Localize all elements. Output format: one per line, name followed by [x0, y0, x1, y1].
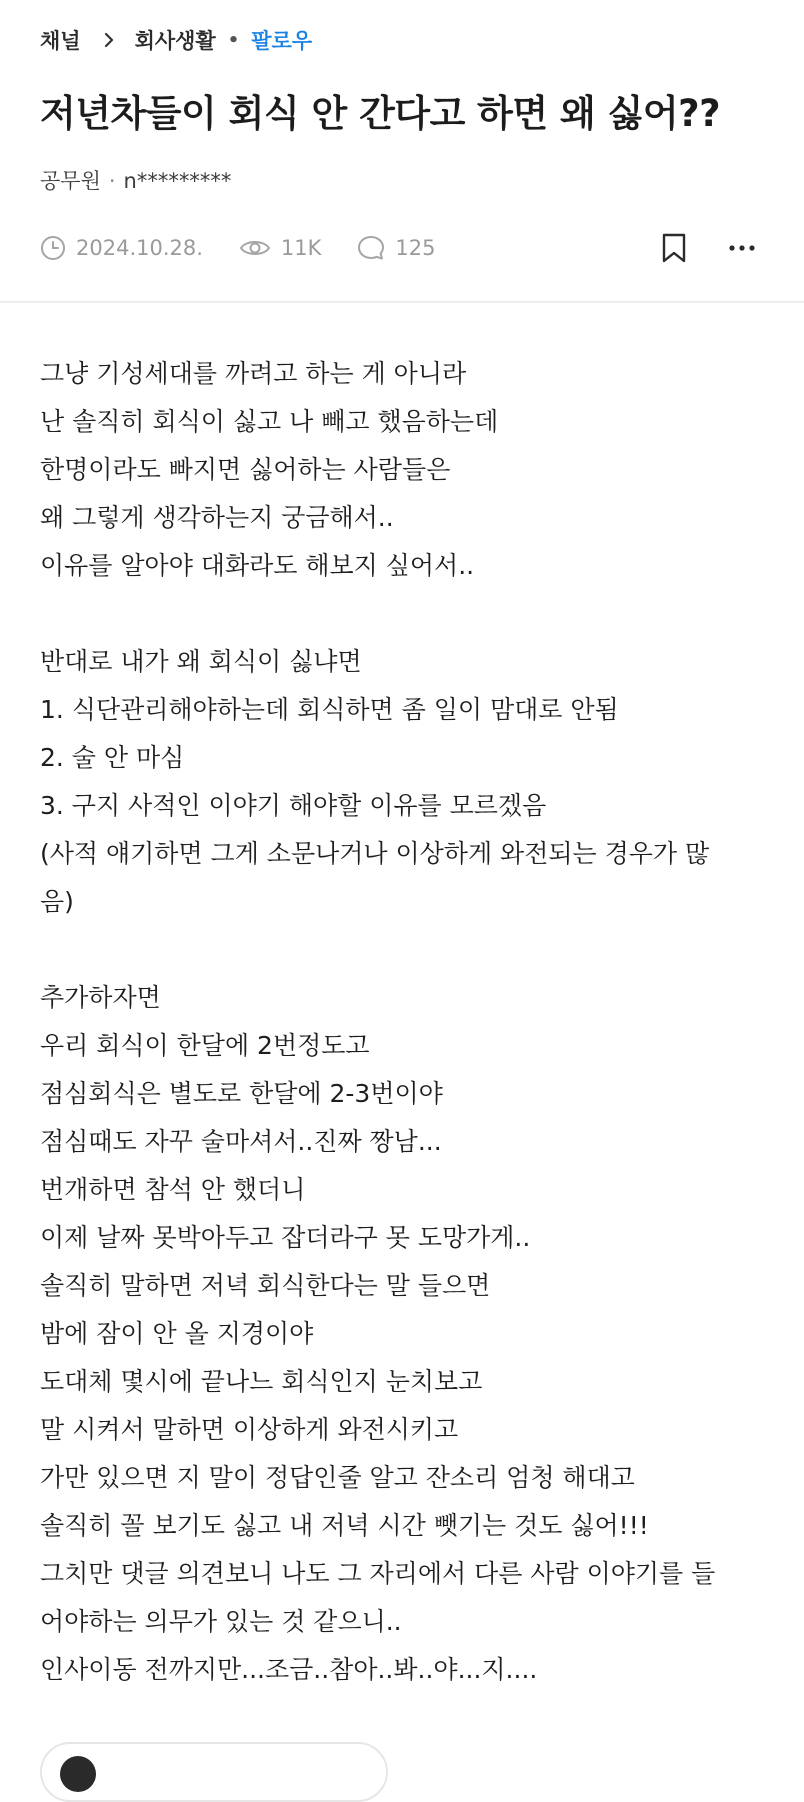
post-views [239, 235, 322, 261]
post-body-line: 한명이라도 빠지면 싫어하는 사람들은 [40, 455, 451, 484]
post-meta [40, 228, 472, 268]
post-body-line: 솔직히 말하면 저녁 회식한다는 말 들으면 [40, 1271, 491, 1300]
post-comments-count: 125 [395, 236, 436, 260]
clock-icon [40, 235, 66, 261]
breadcrumb [40, 22, 312, 58]
post-body-line: 점심회식은 별도로 한달에 2-3번이야 [40, 1079, 443, 1108]
comment-icon [357, 235, 385, 261]
post-body-line: 난 솔직히 회식이 싫고 나 빼고 했음하는데 [40, 407, 499, 436]
post-body-line: 2. 술 안 마심 [40, 743, 185, 772]
bookmark-icon [661, 233, 687, 263]
bottom-action-pill[interactable] [40, 1742, 388, 1802]
post-body-line [40, 926, 770, 974]
breadcrumb-channel[interactable]: 채널 [40, 29, 81, 53]
post-body-line: 이유를 알아야 대화라도 해보지 싶어서.. [40, 551, 475, 580]
post-body-line: 인사이동 전까지만...조금..참아..봐..야...지.... [40, 1655, 538, 1684]
post-body-line: 어야하는 의무가 있는 것 같으니.. [40, 1607, 402, 1636]
post-title: 저년차들이 회식 안 간다고 하면 왜 싫어?? [40, 92, 721, 135]
chevron-right-icon [101, 32, 117, 48]
post-date [40, 235, 203, 261]
post-body-line: (사적 얘기하면 그게 소문나거나 이상하게 와전되는 경우가 많 [40, 839, 710, 868]
author-separator: · [108, 169, 116, 193]
post-body-line: 1. 식단관리해야하는데 회식하면 좀 일이 맘대로 안됨 [40, 695, 619, 724]
follow-button[interactable]: 팔로우 [251, 29, 313, 53]
post-body-line: 왜 그렇게 생각하는지 궁금해서.. [40, 503, 394, 532]
post-body-line: 반대로 내가 왜 회식이 싫냐면 [40, 647, 362, 676]
author-company[interactable]: 공무원 [40, 169, 101, 193]
post-body-line: 그치만 댓글 의견보니 나도 그 자리에서 다른 사람 이야기를 들 [40, 1559, 716, 1588]
author-name[interactable]: n********* [123, 169, 232, 193]
header-divider [0, 301, 804, 303]
post-views-count: 11K [280, 236, 322, 260]
post-body-line: 말 시켜서 말하면 이상하게 와전시키고 [40, 1415, 459, 1444]
avatar [60, 1756, 96, 1792]
post-body-line: 솔직히 꼴 보기도 싫고 내 저녁 시간 뺏기는 것도 싫어!!! [40, 1511, 649, 1540]
post-body-line: 가만 있으면 지 말이 정답인줄 알고 잔소리 엄청 해대고 [40, 1463, 635, 1492]
post-body-line: 추가하자면 [40, 983, 161, 1012]
post-body-line: 3. 구지 사적인 이야기 해야할 이유를 모르겠음 [40, 791, 547, 820]
post-body-line: 점심때도 자꾸 술마셔서..진짜 짱남... [40, 1127, 442, 1156]
breadcrumb-dot: • [227, 29, 240, 51]
post-body-line: 음) [40, 887, 74, 916]
post-body-line [40, 590, 770, 638]
bookmark-button[interactable] [652, 226, 696, 270]
post-body-line: 그냥 기성세대를 까려고 하는 게 아니라 [40, 359, 467, 388]
post-body-line: 우리 회식이 한달에 2번정도고 [40, 1031, 370, 1060]
author-info [40, 166, 231, 196]
more-horizontal-icon [728, 244, 756, 252]
post-comments[interactable] [357, 235, 435, 261]
more-options-button[interactable] [720, 226, 764, 270]
post-body-line: 도대체 몇시에 끝나느 회식인지 눈치보고 [40, 1367, 483, 1396]
post-date-text: 2024.10.28. [76, 236, 203, 260]
post-body-line: 이제 날짜 못박아두고 잡더라구 못 도망가게.. [40, 1223, 531, 1252]
post-body-line: 밤에 잠이 안 올 지경이야 [40, 1319, 314, 1348]
post-actions [652, 226, 764, 270]
eye-icon [239, 235, 271, 261]
post-body [40, 350, 770, 1694]
breadcrumb-category[interactable]: 회사생활 [134, 29, 216, 53]
post-body-line: 번개하면 참석 안 했더니 [40, 1175, 306, 1204]
